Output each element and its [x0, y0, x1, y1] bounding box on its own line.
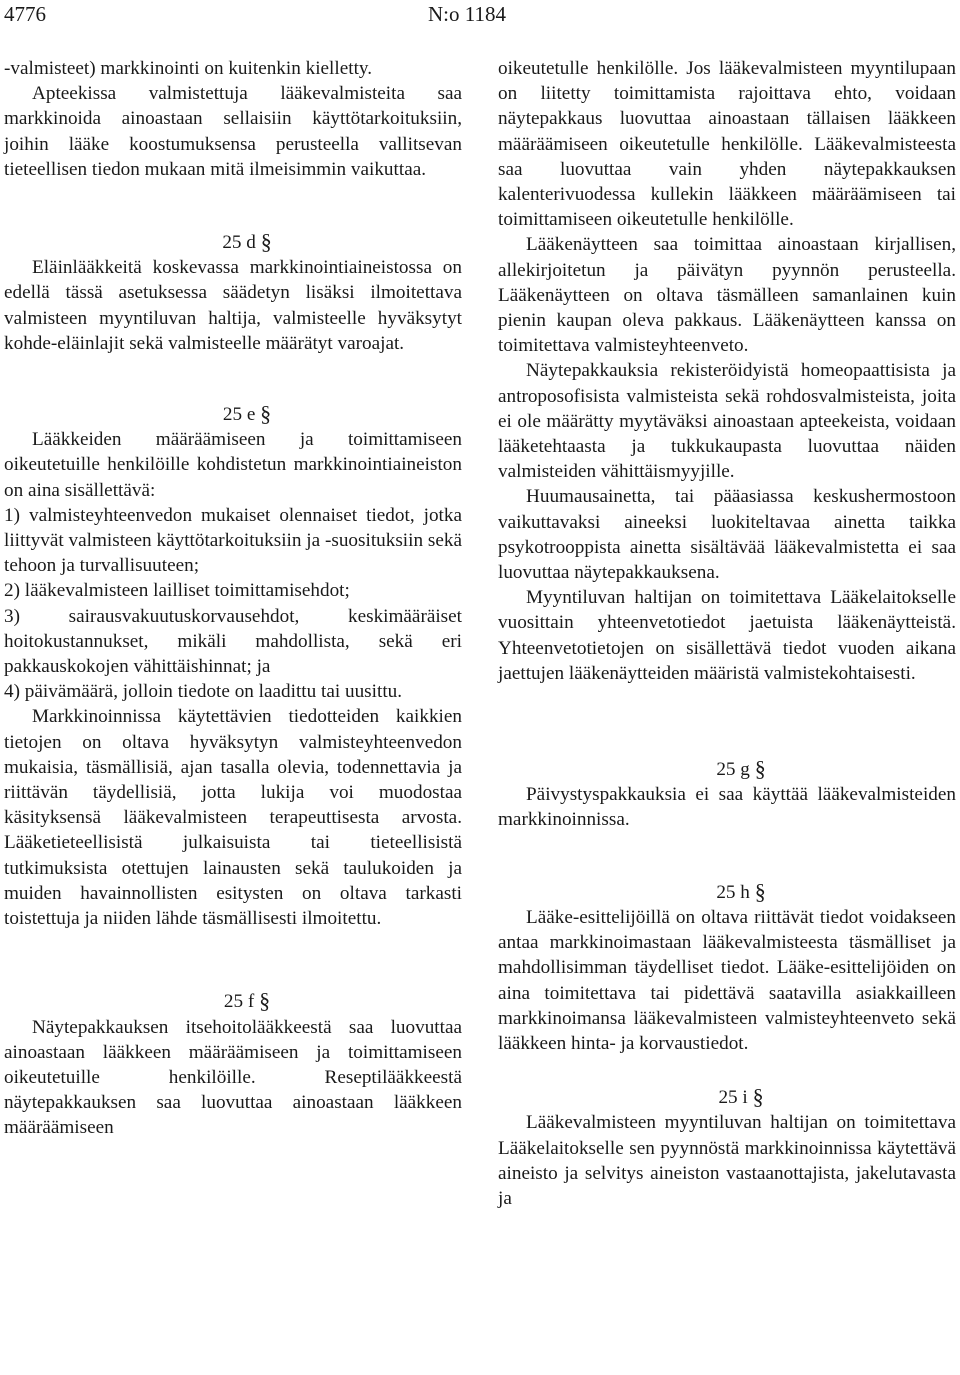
section-sign: § — [260, 229, 272, 255]
paragraph: Myyntiluvan haltijan on toimitettava Lääkelaitokselle vuosittain yhteenvetotiedot jaetuista lääkenäytteistä. Yhteenvetotietojen on sisällettävä tiedot vuoden aikana jaettujen lääkenäytteiden määristä valmistekohtaisesti. — [498, 587, 956, 684]
right-column — [498, 56, 956, 1211]
paragraph: oikeutetulle henkilölle. Jos lääkevalmisteen myyntilupaan on liitetty toimittamista rajoittava ehto, voidaan näytepakkaus luovuttaa ainoastaan tällaisen lääkkeen määräämiseen oikeutetulle henkilölle. Lääkevalmisteesta saa luovuttaa vain yhden näytepakkauksen kalenterivuodessa kullekin lääkkeen määräämiseen tai toimittamiseen oikeutetulle henkilölle. — [498, 58, 956, 231]
paragraph: Päivystyspakkauksia ei saa käyttää lääkevalmisteiden markkinoinnissa. — [498, 784, 956, 831]
page-header — [0, 0, 960, 36]
paragraph: Apteekissa valmistettuja lääkevalmisteita saa markkinoida ainoastaan sellaisiin käyttötarkoituksiin, joihin lääke koostumuksensa perusteella vallitsevan tieteellisen tiedon mukaan mitä ilmeisimmin vaikuttaa. — [4, 83, 462, 180]
list-item: 3) sairausvakuutuskorvausehdot, keskimääräiset hoitokustannukset, mikäli mahdollista, sekä eri pakkauskokojen vähittäishinnat; ja — [4, 605, 462, 678]
paragraph: -valmisteet) markkinointi on kuitenkin kielletty. — [4, 58, 373, 79]
left-column — [4, 56, 462, 1141]
paragraph: Lääkevalmisteen myyntiluvan haltijan on toimitettava Lääkelaitokselle sen pyynnöstä markkinoinnissa käytettävä aineisto ja selvitys aineiston vastaanottajista, jakelutavasta ja — [498, 1112, 956, 1209]
section-heading-25h: 25 h § — [716, 878, 766, 904]
paragraph: Lääke-esittelijöillä on oltava riittävät tiedot voidakseen antaa markkinoimastaan lääkevalmisteesta täsmälliset ja mahdollisimman täydelliset tiedot. Lääke-esittelijöiden on aina toimitettava tai pidettävä saatavilla asiakkailleen markkinoimansa lääkevalmisteen valmisteyhteenveto sekä lääkkeen hinta- ja korvaustiedot. — [498, 906, 956, 1054]
paragraph: Näytepakkauksia rekisteröidyistä homeopaattisista ja antroposofisista valmisteista sekä rohdosvalmisteista, joita ei ole määrätty myytäväksi ainoastaan apteekeista, voidaan lääketehtaasta ja tukkukaupasta luovuttaa näiden valmisteiden vähittäismyyjille. — [498, 360, 956, 483]
paragraph: Huumausainetta, tai pääasiassa keskushermostoon vaikuttavaksi aineeksi luokiteltavaa ainetta taikka psykotrooppista ainetta sisältävää lääkevalmistetta ei saa luovuttaa näytepakkauksena. — [498, 486, 956, 584]
list-item: 1) valmisteyhteenvedon mukaiset olennaiset tiedot, jotka liittyvät valmisteen käyttötarkoituksiin ja -suosituksiin sekä tehoon ja turvallisuuteen; — [4, 504, 462, 577]
paragraph: Lääkenäytteen saa toimittaa ainoastaan kirjallisen, allekirjoitetun ja päivätyn pyynnön perusteella. Lääkenäytteen on oltava täsmälleen samanlainen kuin pienin kaupan oleva pakkaus. Lääkenäytteen kanssa on toimitettava valmisteyhteenveto. — [498, 234, 956, 357]
section-sign: § — [259, 988, 271, 1014]
paragraph: Lääkkeiden määräämiseen ja toimittamiseen oikeutetuille henkilöille kohdistetun markkinointiaineiston on aina sisällettävä: — [4, 429, 462, 501]
section-heading-25d: 25 d § — [222, 229, 272, 255]
section-heading-25i: 25 i § — [718, 1084, 764, 1110]
section-sign: § — [752, 1084, 764, 1110]
section-heading-25f: 25 f § — [223, 988, 271, 1014]
issue-number: N:o 1184 — [428, 2, 506, 26]
paragraph: Näytepakkauksen itsehoitolääkkeestä saa luovuttaa ainoastaan lääkkeen määräämiseen ja toimittamiseen oikeutetuille henkilöille. Reseptilääkkeestä näytepakkauksen saa luovuttaa ainoastaan lääkkeen määräämiseen — [4, 1016, 462, 1139]
section-sign: § — [754, 756, 766, 782]
page-number: 4776 — [4, 2, 46, 26]
list-item: 4) päivämäärä, jolloin tiedote on laadittu tai uusittu. — [4, 681, 403, 703]
section-sign: § — [754, 878, 766, 904]
section-heading-25e: 25 e § — [222, 401, 272, 427]
paragraph: Markkinoinnissa käytettävien tiedotteiden kaikkien tietojen on oltava hyväksytyn valmisteyhteenvedon mukaisia, täsmällisiä, ajan tasalla olevia, todennettavia ja riittävän täydellisiä, jotta lukija voi muodostaa käsityksensä lääkevalmisteen terapeuttisesta arvosta. Lääketieteellisistä julkaisuista tai tieteellisistä tutkimuksista otettujen lainausten sekä taulukoiden ja muiden havainnollisten esitysten on oltava tarkasti toistettuja ja niiden lähde täsmällisesti ilmoitettu. — [4, 706, 462, 930]
paragraph: Eläinlääkkeitä koskevassa markkinointiaineistossa on edellä tässä asetuksessa säädetyn lisäksi ilmoitettava valmisteen myyntiluvan haltija, valmisteelle hyväksytyt kohde-eläinlajit sekä valmisteelle määrätyt varoajat. — [4, 257, 462, 354]
section-sign: § — [260, 401, 272, 427]
list-item: 2) lääkevalmisteen lailliset toimittamisehdot; — [4, 580, 350, 602]
section-heading-25g: 25 g § — [716, 756, 766, 782]
